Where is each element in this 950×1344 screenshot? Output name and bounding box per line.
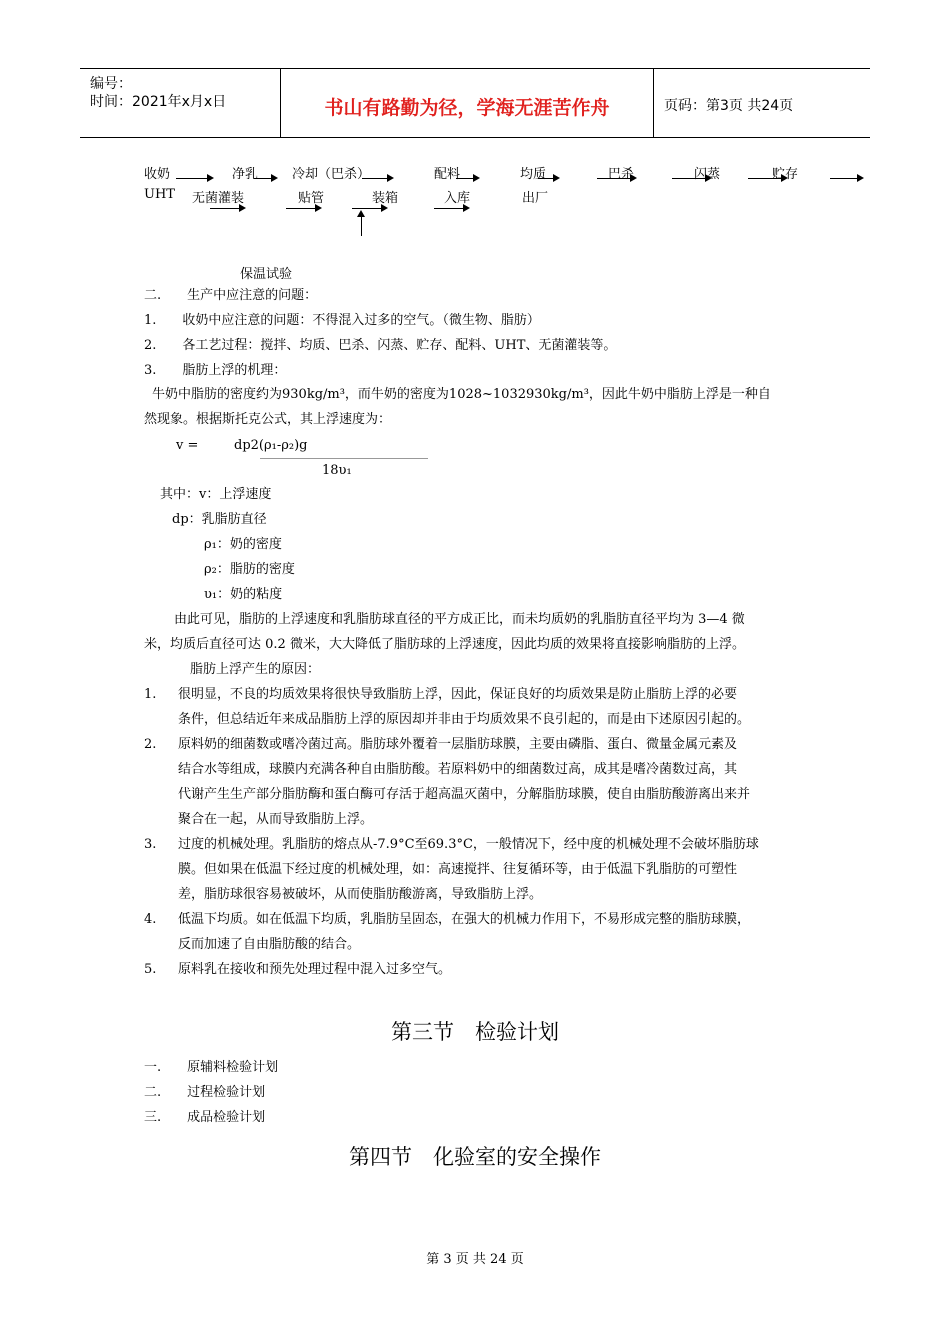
list-line: 反而加速了自由脂肪酸的结合。 xyxy=(178,937,361,952)
flow-arrow xyxy=(830,178,862,179)
flow-step: 贮存 xyxy=(772,167,799,182)
list-number: 4. xyxy=(144,912,157,927)
section-heading: 二. 生产中应注意的问题： xyxy=(144,288,318,303)
list-number: 3. xyxy=(144,837,157,852)
list-line: 条件，但总结近年来成品脂肪上浮的原因却并非由于均质效果不良引起的，而是由下述原因引起的。 xyxy=(178,712,751,727)
variable-def: dp：乳脂肪直径 xyxy=(172,512,267,527)
flow-arrow xyxy=(254,178,276,179)
flow-step: 贴管 xyxy=(298,191,325,206)
variable-def: ρ₁：奶的密度 xyxy=(204,537,282,552)
plan-item: 三. 成品检验计划 xyxy=(144,1110,266,1125)
flow-note: 保温试验 xyxy=(240,267,293,282)
list-line: 聚合在一起，从而导致脂肪上浮。 xyxy=(178,812,374,827)
formula-numerator: dp2(ρ₁-ρ₂)g xyxy=(234,438,308,453)
flow-step: UHT xyxy=(144,187,175,202)
flow-arrow xyxy=(362,178,392,179)
header-table xyxy=(80,68,870,138)
list-line: 结合水等组成，球膜内充满各种自由脂肪酸。若原料奶中的细菌数过高，成其是嗜冷菌数过高，其 xyxy=(178,762,738,777)
list-line: 差，脂肪球很容易被破坏，从而使脂肪酸游离，导致脂肪上浮。 xyxy=(178,887,543,902)
flow-arrow xyxy=(352,208,386,209)
flow-step: 闪蒸 xyxy=(694,167,721,182)
flow-arrow xyxy=(456,178,478,179)
cause-title: 脂肪上浮产生的原因： xyxy=(190,662,321,677)
list-line: 原料奶的细菌数或嗜冷菌过高。脂肪球外覆着一层脂肪球膜，主要由磷脂、蛋白、微量金属元素及 xyxy=(178,737,738,752)
page-label: 页码：第3页 共24页 xyxy=(664,98,794,114)
list-line: 过度的机械处理。乳脂肪的熔点从-7.9°C至69.3°C，一般情况下，经中度的机械处理不会破坏脂肪球 xyxy=(178,837,759,852)
flow-step: 无菌灌装 xyxy=(192,191,245,206)
flow-step: 装箱 xyxy=(372,191,399,206)
plan-item: 二. 过程检验计划 xyxy=(144,1085,266,1100)
list-line: 低温下均质。如在低温下均质，乳脂肪呈固态，在强大的机械力作用下，不易形成完整的脂肪球膜， xyxy=(178,912,751,927)
number-label: 编号： xyxy=(90,76,132,92)
flow-step: 均质 xyxy=(520,167,547,182)
variable-def: ρ₂：脂肪的密度 xyxy=(204,562,295,577)
flow-arrow xyxy=(176,178,212,179)
plan-item: 一. 原辅料检验计划 xyxy=(144,1060,279,1075)
flow-step: 收奶 xyxy=(144,167,171,182)
list-line: 膜。但如果在低温下经过度的机械处理，如：高速搅拌、往复循环等，由于低温下乳脂肪的可塑性 xyxy=(178,862,738,877)
variable-def: 其中：v：上浮速度 xyxy=(160,487,272,502)
formula-denominator: 18υ₁ xyxy=(322,463,352,478)
paragraph-line: 米，均质后直径可达 0.2 微米，大大降低了脂肪球的上浮速度，因此均质的效果将直接影响脂肪的上浮。 xyxy=(144,637,745,652)
flow-step: 出厂 xyxy=(522,191,549,206)
flow-step: 入库 xyxy=(444,191,471,206)
variable-def: υ₁：奶的粘度 xyxy=(204,587,283,602)
flow-step: 净乳 xyxy=(232,167,259,182)
list-item: 2. 各工艺过程：搅拌、均质、巴杀、闪蒸、贮存、配料、UHT、无菌灌装等。 xyxy=(144,338,617,353)
flow-up-arrowhead xyxy=(357,210,365,217)
list-item: 3. 脂肪上浮的机理： xyxy=(144,363,287,378)
list-line: 代谢产生生产部分脂肪酶和蛋白酶可存活于超高温灭菌中，分解脂肪球膜，使自由脂肪酸游离出来并 xyxy=(178,787,751,802)
motto: 书山有路勤为径，学海无涯苦作舟 xyxy=(324,97,610,119)
flow-arrow xyxy=(538,178,558,179)
header-motto-cell xyxy=(281,69,654,137)
flow-arrow xyxy=(434,208,468,209)
header-info-cell xyxy=(80,69,281,137)
paragraph-line: 然现象。根据斯托克公式，其上浮速度为： xyxy=(144,412,392,427)
flow-step: 配料 xyxy=(434,167,461,182)
formula-lhs: v = xyxy=(176,438,199,453)
header-page-cell xyxy=(654,69,870,137)
flow-step: 巴杀 xyxy=(608,167,635,182)
flow-arrow xyxy=(210,208,244,209)
formula-fraction-bar xyxy=(260,458,428,459)
flow-arrow xyxy=(286,208,320,209)
list-line: 原料乳在接收和预先处理过程中混入过多空气。 xyxy=(178,962,452,977)
flow-arrow xyxy=(597,178,635,179)
section-title: 第三节 检验计划 xyxy=(391,1020,559,1044)
paragraph-line: 由此可见，脂肪的上浮速度和乳脂肪球直径的平方成正比，而未均质奶的乳脂肪直径平均为 3—4 微 xyxy=(174,612,745,627)
flow-arrow xyxy=(672,178,710,179)
flow-step: 冷却（巴杀） xyxy=(292,167,371,182)
paragraph-line: 牛奶中脂肪的密度约为930kg/m³，而牛奶的密度为1028~1032930kg/m³，因此牛奶中脂肪上浮是一种自 xyxy=(152,387,771,402)
list-line: 很明显，不良的均质效果将很快导致脂肪上浮，因此，保证良好的均质效果是防止脂肪上浮的必要 xyxy=(178,687,738,702)
list-item: 1. 收奶中应注意的问题：不得混入过多的空气。（微生物、脂肪） xyxy=(144,313,540,328)
list-number: 5. xyxy=(144,962,157,977)
list-number: 2. xyxy=(144,737,157,752)
flow-arrow xyxy=(748,178,786,179)
page-footer: 第 3 页 共 24 页 xyxy=(426,1252,524,1267)
list-number: 1. xyxy=(144,687,157,702)
time-label: 时间：2021年x月x日 xyxy=(90,94,227,110)
section-title: 第四节 化验室的安全操作 xyxy=(349,1145,601,1169)
